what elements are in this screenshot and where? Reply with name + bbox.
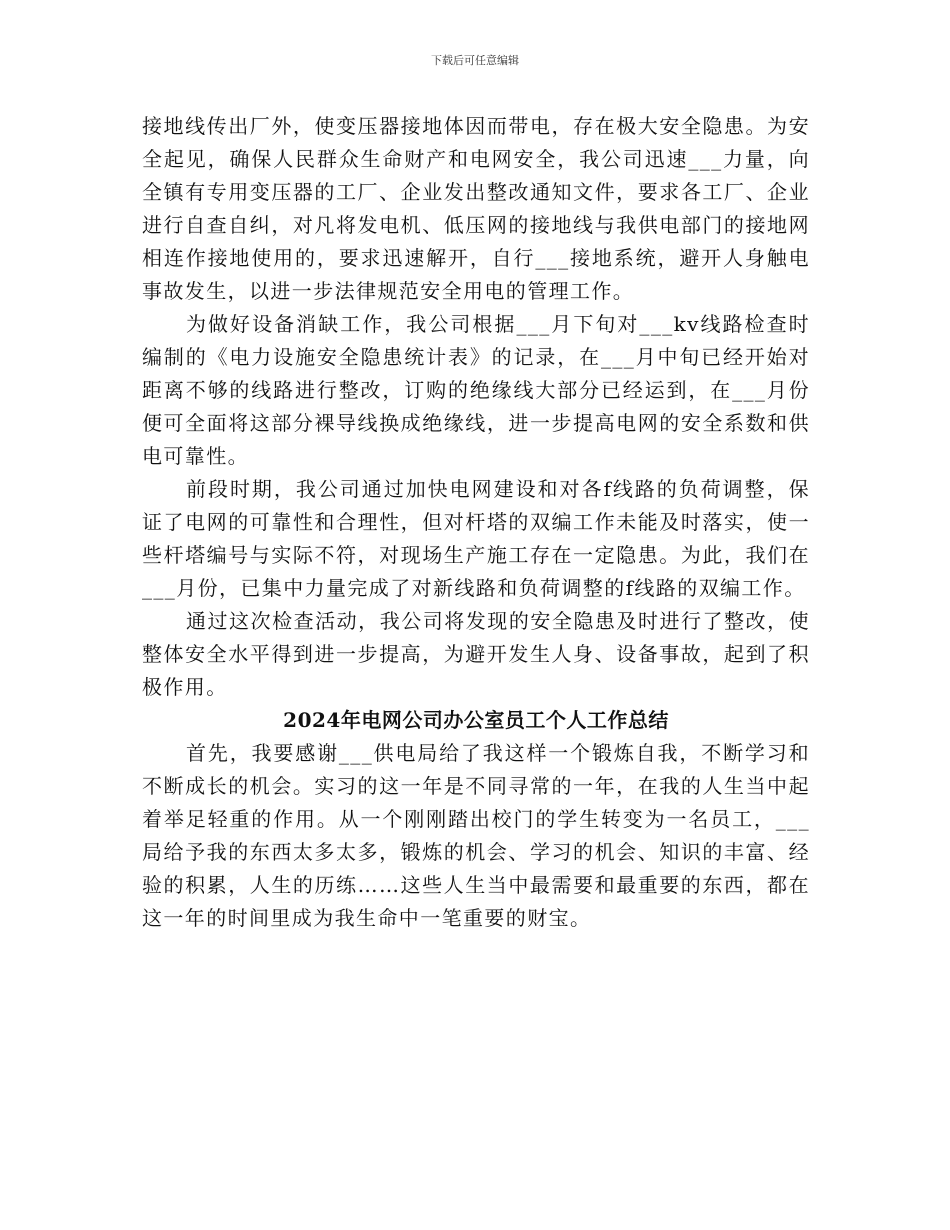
paragraph-4: 通过这次检查活动，我公司将发现的安全隐患及时进行了整改，使整体安全水平得到进一步提高，为避开发生人身、设备事故，起到了积极作用。 [142,609,810,699]
paragraph-5: 首先，我要感谢___供电局给了我这样一个锻炼自我，不断学习和不断成长的机会。实习的这一年是不同寻常的一年，在我的人生当中起着举足轻重的作用。从一个刚刚踏出校门的学生转变为一名员工，___局给予我的东西太多太多，锻炼的机会、学习的机会、知识的丰富、经验的积累，人生的历练……这些人生当中最需要和最重要的东西，都在这一年的时间里成为我生命中一笔重要的财宝。 [142,741,810,930]
section-title: 2024年电网公司办公室员工个人工作总结 [283,708,669,732]
paragraph-3: 前段时期，我公司通过加快电网建设和对各f线路的负荷调整，保证了电网的可靠性和合理性，但对杆塔的双编工作未能及时落实，使一些杆塔编号与实际不符，对现场生产施工存在一定隐患。为此，我们在___月份，已集中力量完成了对新线路和负荷调整的f线路的双编工作。 [142,477,810,600]
paragraph-1: 接地线传出厂外，使变压器接地体因而带电，存在极大安全隐患。为安全起见，确保人民群众生命财产和电网安全，我公司迅速___力量，向全镇有专用变压器的工厂、企业发出整改通知文件，要求各工厂、企业进行自查自纠，对凡将发电机、低压网的接地线与我供电部门的接地网相连作接地使用的，要求迅速解开，自行___接地系统，避开人身触电事故发生，以进一步法律规范安全用电的管理工作。 [142,114,810,303]
page-header: 下载后可任意编辑 [431,54,519,67]
document-body [142,110,810,935]
paragraph-2: 为做好设备消缺工作，我公司根据___月下旬对___kv线路检查时编制的《电力设施安全隐患统计表》的记录，在___月中旬已经开始对距离不够的线路进行整改，订购的绝缘线大部分已经运到，在___月份便可全面将这部分裸导线换成绝缘线，进一步提高电网的安全系数和供电可靠性。 [142,312,810,468]
